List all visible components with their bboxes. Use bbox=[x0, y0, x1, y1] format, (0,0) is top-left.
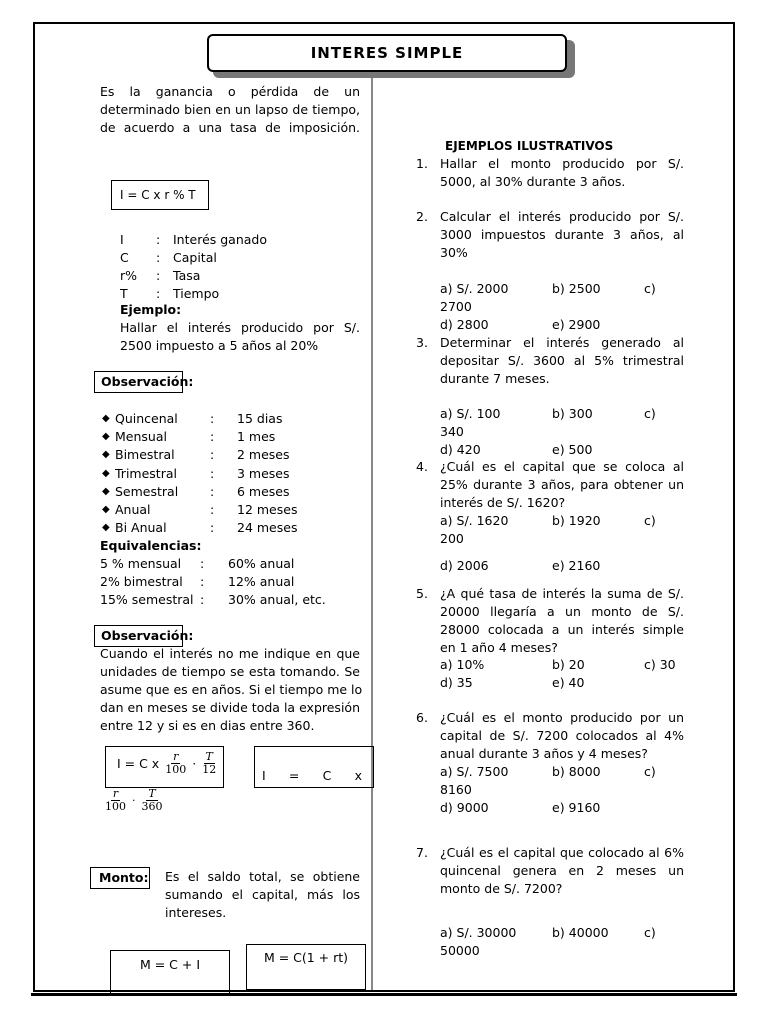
column-divider bbox=[371, 65, 373, 990]
period-value: 2 meses bbox=[237, 447, 290, 463]
problem-text-line: interés de S/. 1620? bbox=[440, 495, 566, 510]
fraction-r-100-days: $\frac{r}{100}$ bbox=[105, 787, 126, 813]
legend-symbol: I bbox=[120, 232, 124, 247]
option-a: 8160 bbox=[440, 782, 472, 797]
equivalences-label: Equivalencias: bbox=[100, 538, 202, 553]
legend-description: Tasa bbox=[173, 268, 201, 283]
option-b: b) 8000 bbox=[552, 764, 601, 779]
period-value: 15 dias bbox=[237, 411, 283, 426]
legend-description: Tiempo bbox=[173, 286, 220, 301]
diamond-bullet-icon: ◆ bbox=[102, 504, 110, 515]
period-name: Anual bbox=[115, 502, 151, 517]
equivalence-left: 5 % mensual bbox=[100, 556, 182, 571]
problem-text-line: durante 7 meses. bbox=[440, 371, 550, 386]
problem-text-line: ¿Cuál es el capital que se coloca al bbox=[440, 459, 684, 474]
problem-number: 4. bbox=[416, 459, 428, 474]
diamond-bullet-icon: ◆ bbox=[102, 431, 110, 443]
diamond-bullet-icon: ◆ bbox=[102, 467, 110, 479]
option-b: e) 40 bbox=[552, 675, 585, 690]
formula-months bbox=[117, 751, 218, 776]
formula-months-prefix: I = C x bbox=[117, 755, 160, 771]
problem-text-line: 5000, al 30% durante 3 años. bbox=[440, 174, 626, 189]
diamond-bullet-icon: ◆ bbox=[102, 413, 110, 424]
problem-number: 1. bbox=[416, 156, 428, 171]
equivalence-separator: : bbox=[200, 592, 205, 607]
problem-text-line: 30% bbox=[440, 245, 468, 260]
equivalence-separator: : bbox=[200, 556, 205, 571]
formula-monto-1: M = C + I bbox=[110, 950, 230, 994]
equivalence-left: 15% semestral bbox=[100, 592, 194, 607]
problem-text-line: monto de S/. 7200? bbox=[440, 881, 563, 896]
fraction-r-100: $\frac{r}{100}$ bbox=[165, 750, 187, 776]
problem-text-line: en 1 año 4 meses? bbox=[440, 640, 558, 655]
option-b: b) 20 bbox=[552, 657, 585, 672]
legend-separator: : bbox=[156, 286, 161, 301]
option-a: 340 bbox=[440, 424, 464, 439]
option-b: e) 2900 bbox=[552, 317, 601, 332]
problem-text-line: Hallar el monto producido por S/. bbox=[440, 156, 684, 171]
observation2-line: asume que es en años. Si el tiempo me lo bbox=[100, 682, 363, 697]
period-name: Mensual bbox=[115, 429, 167, 445]
option-c: c) bbox=[644, 513, 656, 528]
equivalence-right: 12% anual bbox=[228, 574, 295, 589]
legend-symbol: r% bbox=[120, 268, 138, 283]
period-value: 6 meses bbox=[237, 483, 290, 499]
option-a: d) 9000 bbox=[440, 800, 489, 815]
option-a: d) 2800 bbox=[440, 317, 489, 332]
formula-main: I = C x r % T bbox=[111, 180, 209, 210]
problem-number: 7. bbox=[416, 845, 428, 860]
period-value: 24 meses bbox=[237, 520, 298, 536]
option-b: e) 2160 bbox=[552, 558, 601, 573]
option-a: a) S/. 1620 bbox=[440, 513, 509, 528]
example-label: Ejemplo: bbox=[120, 302, 182, 317]
problem-number: 2. bbox=[416, 209, 428, 224]
observation2-line: entre 12 y si es en dias entre 360. bbox=[100, 718, 315, 733]
period-name: Trimestral bbox=[115, 465, 177, 481]
problem-text-line: capital de S/. 7200 colocados al 4% bbox=[440, 728, 684, 743]
equivalence-left: 2% bimestral bbox=[100, 574, 183, 589]
option-c: c) bbox=[644, 281, 656, 296]
option-a: 200 bbox=[440, 531, 464, 546]
option-a: a) S/. 30000 bbox=[440, 925, 517, 940]
legend-separator: : bbox=[156, 232, 161, 247]
observation2-line: unidades de tiempo se esta tomando. Se bbox=[100, 664, 360, 679]
fraction-t-12: $\frac{T}{12}$ bbox=[202, 750, 217, 776]
problem-text-line: anual durante 3 años y 4 meses? bbox=[440, 746, 648, 761]
option-a: a) 10% bbox=[440, 657, 485, 672]
diamond-bullet-icon: ◆ bbox=[102, 449, 110, 461]
problem-text-line: ¿A qué tasa de interés la suma de S/. bbox=[440, 586, 684, 601]
equivalence-right: 30% anual, etc. bbox=[228, 592, 326, 607]
observation2-line: Cuando el interés no me indique en que bbox=[100, 646, 360, 661]
observation2-label: Observación: bbox=[94, 625, 183, 647]
option-a: a) S/. 7500 bbox=[440, 764, 509, 779]
option-c: c) 30 bbox=[644, 657, 676, 672]
problem-text-line: ¿Cuál es el capital que colocado al 6% bbox=[440, 845, 684, 860]
formula-days-parts: I = C x bbox=[262, 768, 362, 783]
option-a: 2700 bbox=[440, 299, 472, 314]
legend-description: Interés ganado bbox=[173, 232, 268, 247]
problem-text-line: 25% durante 3 años, para obtener un bbox=[440, 477, 684, 492]
diamond-bullet-icon: ◆ bbox=[102, 485, 110, 497]
problem-text-line: 3000 impuestos durante 3 años, al bbox=[440, 227, 684, 242]
period-name: Bi Anual bbox=[115, 520, 167, 536]
problem-number: 6. bbox=[416, 710, 428, 725]
legend-separator: : bbox=[156, 268, 161, 283]
period-separator: : bbox=[210, 483, 215, 499]
observation2-line: dan en meses se divide toda la expresión bbox=[100, 700, 360, 715]
option-c: c) bbox=[644, 406, 656, 421]
period-separator: : bbox=[210, 411, 215, 426]
period-separator: : bbox=[210, 502, 215, 517]
problem-text-line: Determinar el interés generado al bbox=[440, 335, 684, 350]
intro-paragraph: Es la ganancia o pérdida de un determinado bien en un lapso de tiempo, de acuerdo a una tasa de imposición. bbox=[100, 84, 360, 135]
period-name: Quincenal bbox=[115, 411, 178, 426]
option-c: c) bbox=[644, 925, 656, 940]
option-a: a) S/. 100 bbox=[440, 406, 501, 421]
option-a: a) S/. 2000 bbox=[440, 281, 509, 296]
option-a: d) 420 bbox=[440, 442, 481, 457]
formula-days-fraction: $\frac{r}{100}$ · $\frac{T}{360}$ bbox=[105, 787, 163, 813]
period-separator: : bbox=[210, 447, 215, 463]
problem-text-line: 20000 llegaría a un monto de S/. bbox=[440, 604, 684, 619]
option-c: c) bbox=[644, 764, 656, 779]
problem-text-line: depositar S/. 3600 al 5% trimestral bbox=[440, 353, 684, 368]
problem-number: 5. bbox=[416, 586, 428, 601]
period-name: Semestral bbox=[115, 483, 179, 499]
option-b: e) 500 bbox=[552, 442, 593, 457]
option-a: d) 35 bbox=[440, 675, 473, 690]
fraction-t-360: $\frac{T}{360}$ bbox=[141, 787, 163, 813]
period-name: Bimestral bbox=[115, 447, 175, 463]
option-b: b) 40000 bbox=[552, 925, 609, 940]
period-separator: : bbox=[210, 429, 215, 445]
option-b: b) 300 bbox=[552, 406, 593, 421]
problem-text-line: 28000 colocada a un interés simple bbox=[440, 622, 684, 637]
option-a: d) 2006 bbox=[440, 558, 489, 573]
period-separator: : bbox=[210, 520, 215, 536]
period-value: 1 mes bbox=[237, 429, 276, 445]
problem-text-line: Calcular el interés producido por S/. bbox=[440, 209, 684, 224]
examples-heading: EJEMPLOS ILUSTRATIVOS bbox=[445, 139, 614, 153]
formula-dot: · bbox=[192, 755, 197, 771]
problem-number: 3. bbox=[416, 335, 428, 350]
problem-text-line: ¿Cuál es el monto producido por un bbox=[440, 710, 684, 725]
page-title: INTERES SIMPLE bbox=[207, 34, 567, 72]
problem-text-line: quincenal genera en 2 meses un bbox=[440, 863, 684, 878]
legend-symbol: C bbox=[120, 250, 129, 265]
diamond-bullet-icon: ◆ bbox=[102, 522, 110, 534]
equivalence-right: 60% anual bbox=[228, 556, 295, 571]
equivalence-separator: : bbox=[200, 574, 205, 589]
period-value: 12 meses bbox=[237, 502, 298, 517]
monto-text: Es el saldo total, se obtiene sumando el capital, más los intereses. bbox=[165, 869, 360, 920]
example-text-line-1: Hallar el interés producido por S/. bbox=[120, 320, 360, 335]
option-b: b) 1920 bbox=[552, 513, 601, 528]
legend-description: Capital bbox=[173, 250, 217, 265]
option-a: 50000 bbox=[440, 943, 480, 958]
observation-label: Observación: bbox=[94, 371, 183, 393]
monto-label: Monto: bbox=[90, 867, 150, 889]
example-text-line-2: 2500 impuesto a 5 años al 20% bbox=[120, 338, 319, 353]
legend-symbol: T bbox=[120, 286, 128, 301]
period-value: 3 meses bbox=[237, 465, 290, 481]
formula-monto-2: M = C(1 + rt) bbox=[246, 944, 366, 990]
option-b: b) 2500 bbox=[552, 281, 601, 296]
option-b: e) 9160 bbox=[552, 800, 601, 815]
legend-separator: : bbox=[156, 250, 161, 265]
period-separator: : bbox=[210, 465, 215, 481]
